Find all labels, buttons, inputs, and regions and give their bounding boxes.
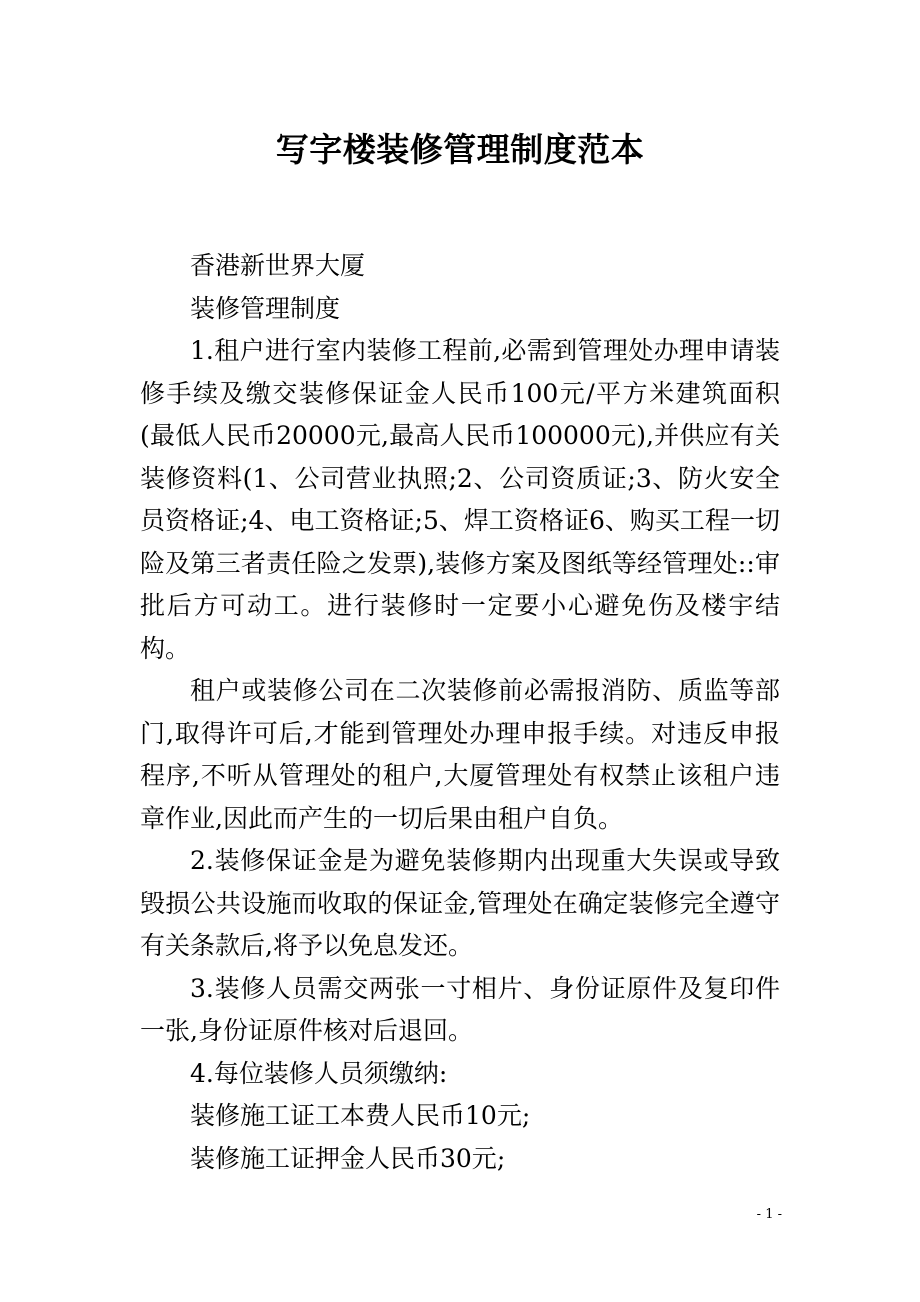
paragraph-item-3: 3.装修人员需交两张一寸相片、身份证原件及复印件一张,身份证原件核对后退回。 <box>140 973 780 1045</box>
page-number: - 1 - <box>756 1207 782 1222</box>
document-title: 写字楼装修管理制度范本 <box>275 130 645 169</box>
paragraph-secondary-renovation: 租户或装修公司在二次装修前必需报消防、质监等部门,取得许可后,才能到管理处办理申报手续。对违反申报程序,不听从管理处的租户,大厦管理处有权禁止该租户违章作业,因此而产生的一切后果由租户自负。 <box>140 676 780 833</box>
paragraph-item-1: 1.租户进行室内装修工程前,必需到管理处办理申请装修手续及缴交装修保证金人民币100元/平方米建筑面积(最低人民币20000元,最高人民币100000元),并供应有关装修资料(1、公司营业执照;2、公司资质证;3、防火安全员资格证;4、电工资格证;5、焊工资格证6、购买工程一切险及第三者责任险之发票),装修方案及图纸等经管理处::审批后方可动工。进行装修时一定要小心避免伤及楼宇结构。 <box>140 336 780 663</box>
section-heading: 装修管理制度 <box>190 293 341 323</box>
fee-line-card-deposit: 装修施工证押金人民币30元; <box>190 1143 506 1173</box>
paragraph-item-4: 4.每位装修人员须缴纳: <box>190 1058 448 1088</box>
document-body <box>140 245 780 1180</box>
building-name: 香港新世界大厦 <box>190 251 366 280</box>
paragraph-item-2: 2.装修保证金是为避免装修期内出现重大失误或导致毁损公共设施而收取的保证金,管理处在确定装修完全遵守有关条款后,将予以免息发还。 <box>140 846 780 960</box>
fee-line-card-cost: 装修施工证工本费人民币10元; <box>190 1101 531 1130</box>
